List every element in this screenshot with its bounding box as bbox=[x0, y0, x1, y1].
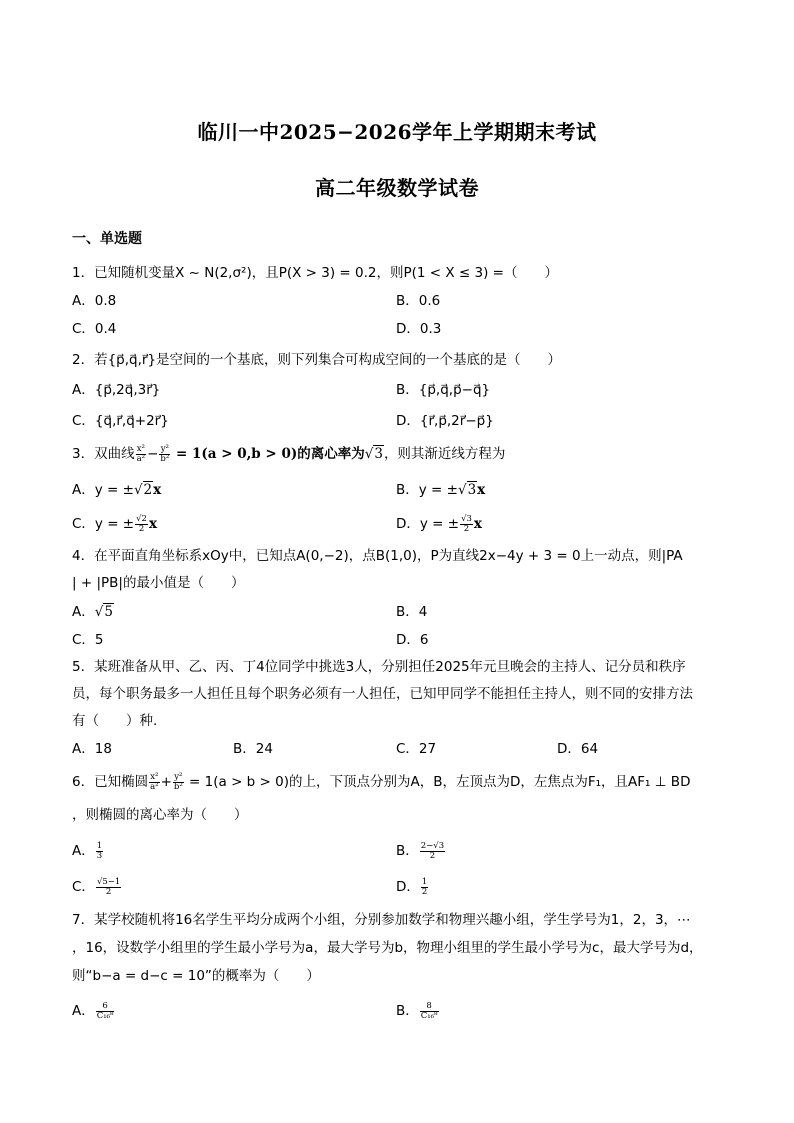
q6-b-num: 2−√3 bbox=[420, 840, 445, 851]
q3-frac-y-den: b² bbox=[160, 453, 170, 464]
question-3-stem bbox=[72, 444, 722, 464]
exam-title: 临川一中2025−2026学年上学期期末考试 bbox=[197, 120, 597, 144]
question-4-stem-line2: | + |PB|的最小值是（ ） bbox=[72, 575, 245, 591]
question-6-stem-line2: ，则椭圆的离心率为（ ） bbox=[72, 807, 248, 823]
q6-a-pre: A． bbox=[72, 843, 95, 859]
exam-subtitle: 高二年级数学试卷 bbox=[315, 176, 479, 200]
section-heading: 一、单选题 bbox=[72, 231, 142, 247]
question-7-stem-line1: 7．某学校随机将16名学生平均分成两个小组，分别参加数学和物理兴趣小组，学生学号为1，2，3，⋯ bbox=[72, 912, 691, 928]
q6-c-pre: C． bbox=[72, 879, 95, 895]
q5-option-d: D．64 bbox=[557, 741, 599, 757]
q3-c-num: √2 bbox=[136, 513, 147, 524]
q7-b-pre: B． bbox=[396, 1003, 419, 1019]
q7-option-a bbox=[72, 1001, 115, 1021]
q5-option-b: B．24 bbox=[233, 741, 273, 757]
q3-d-den: 2 bbox=[463, 523, 470, 534]
q3-d-frac bbox=[460, 515, 473, 534]
q6-d-den: 2 bbox=[421, 886, 428, 897]
q4-option-b: B．4 bbox=[396, 604, 428, 620]
q3-b-post: x bbox=[477, 482, 486, 498]
q4-a-sqrt: √5 bbox=[94, 604, 113, 620]
q3-d-pre: D．y = ± bbox=[396, 516, 460, 532]
q6-frac-y-num: y² bbox=[174, 771, 183, 782]
q2-option-c: C．{q⃗,r⃗,q⃗+2r⃗} bbox=[72, 413, 169, 429]
question-5-stem-line2: 员，每个职务最多一人担任且每个职务必须有一人担任，已知甲同学不能担任主持人，则不同的安排方法 bbox=[72, 686, 693, 702]
q3-c-frac bbox=[135, 515, 148, 534]
q6-b-den: 2 bbox=[429, 850, 436, 861]
q3-a-sqrt: √2 bbox=[133, 482, 153, 498]
q3-a-radicand: 2 bbox=[143, 482, 153, 498]
q6-plus: + bbox=[160, 774, 172, 790]
q7-a-pre: A． bbox=[72, 1003, 95, 1019]
q3-frac-x-den: a² bbox=[136, 453, 146, 464]
q6-option-c bbox=[72, 877, 122, 897]
q3-option-c bbox=[72, 514, 157, 534]
q6-frac-x bbox=[149, 773, 159, 792]
q6-option-a bbox=[72, 841, 104, 861]
q3-d-post: x bbox=[473, 516, 482, 532]
q3-pre: 3．双曲线 bbox=[72, 446, 135, 462]
q4-option-a bbox=[72, 602, 114, 622]
q3-frac-x bbox=[136, 445, 146, 464]
q7-b-num: 8 bbox=[420, 1002, 439, 1012]
q3-radicand: 3 bbox=[374, 446, 383, 462]
q4-option-c: C．5 bbox=[72, 632, 104, 648]
q3-d-num: √3 bbox=[461, 513, 472, 524]
q7-a-frac bbox=[96, 1002, 115, 1021]
q3-b-sqrt: √3 bbox=[457, 482, 477, 498]
q6-a-frac bbox=[96, 842, 103, 861]
q6-d-num: 1 bbox=[421, 876, 428, 887]
q6-b-frac bbox=[420, 842, 445, 861]
q5-option-a: A．18 bbox=[72, 741, 112, 757]
q3-sqrt: √3 bbox=[364, 446, 383, 462]
q6-c-num: √5−1 bbox=[96, 876, 121, 887]
question-6-stem-line1 bbox=[72, 772, 722, 792]
q6-pre: 6．已知椭圆 bbox=[72, 774, 149, 790]
q1-option-d: D．0.3 bbox=[396, 321, 442, 337]
q6-d-frac bbox=[421, 878, 428, 897]
q3-option-a bbox=[72, 480, 161, 500]
q3-option-d bbox=[396, 514, 482, 534]
q7-b-den: C₁₆⁸ bbox=[420, 1010, 438, 1021]
question-5-stem-line1: 5．某班准备从甲、乙、丙、丁4位同学中挑选3人，分别担任2025年元旦晚会的主持人、记分员和秩序 bbox=[72, 659, 686, 675]
q6-frac-y-den: b² bbox=[173, 781, 183, 792]
q6-c-den: 2 bbox=[105, 886, 112, 897]
question-2-stem: 2．若{p⃗,q⃗,r⃗}是空间的一个基底，则下列集合可构成空间的一个基底的是（ ） bbox=[72, 352, 562, 368]
question-5-stem-line3: 有（ ）种. bbox=[72, 713, 158, 729]
q6-post: = 1(a > b > 0)的上，下顶点分别为A，B，左顶点为D，左焦点为F₁，且AF₁ ⊥ BD bbox=[184, 774, 691, 790]
q3-minus: − bbox=[147, 446, 159, 462]
q5-option-c: C．27 bbox=[396, 741, 437, 757]
q3-frac-x-num: x² bbox=[136, 443, 145, 454]
question-4-stem-line1: 4．在平面直角坐标系xOy中，已知点A(0,−2)，点B(1,0)，P为直线2x−4y + 3 = 0上一动点，则|PA bbox=[72, 548, 683, 564]
q6-frac-y bbox=[173, 773, 184, 792]
question-7-stem-line3: 则“b−a = d−c = 10”的概率为（ ） bbox=[72, 968, 320, 984]
question-1-stem: 1．已知随机变量X ~ N(2,σ²)，且P(X > 3) = 0.2，则P(1 < X ≤ 3) =（ ） bbox=[72, 265, 558, 281]
q3-a-pre: A．y = ± bbox=[72, 482, 134, 498]
q4-a-pre: A． bbox=[72, 604, 95, 620]
q7-option-b bbox=[396, 1001, 440, 1021]
q3-c-post: x bbox=[148, 516, 158, 532]
q3-option-b bbox=[396, 480, 485, 500]
q6-frac-x-num: x² bbox=[150, 771, 159, 782]
q4-a-radicand: 5 bbox=[104, 604, 113, 620]
q3-frac-y bbox=[159, 445, 170, 464]
q7-a-den: C₁₆⁸ bbox=[96, 1010, 114, 1021]
q4-option-d: D．6 bbox=[396, 632, 429, 648]
q3-b-radicand: 3 bbox=[467, 482, 477, 498]
q2-option-d: D．{r⃗,p⃗,2r⃗−p⃗} bbox=[396, 413, 494, 429]
q3-post: = 1(a > 0,b > 0)的离心率为 bbox=[171, 446, 365, 462]
q7-b-frac bbox=[420, 1002, 439, 1021]
q7-a-num: 6 bbox=[96, 1002, 115, 1012]
q3-a-post: x bbox=[153, 482, 162, 498]
q3-b-pre: B．y = ± bbox=[396, 482, 458, 498]
q6-frac-x-den: a² bbox=[150, 781, 159, 792]
q1-option-a: A．0.8 bbox=[72, 293, 117, 309]
q6-b-pre: B． bbox=[396, 843, 419, 859]
question-7-stem-line2: ，16，设数学小组里的学生最小学号为a，最大学号为b，物理小组里的学生最小学号为c，最大学号为d， bbox=[72, 940, 703, 956]
q6-a-den: 3 bbox=[96, 850, 103, 861]
q3-c-den: 2 bbox=[138, 523, 145, 534]
q2-option-a: A．{p⃗,2q⃗,3r⃗} bbox=[72, 382, 161, 398]
q6-a-num: 1 bbox=[96, 840, 103, 851]
q1-option-c: C．0.4 bbox=[72, 321, 117, 337]
q3-frac-y-num: y² bbox=[160, 443, 169, 454]
q6-option-b bbox=[396, 841, 446, 861]
q3-c-pre: C．y = ± bbox=[72, 516, 135, 532]
q6-d-pre: D． bbox=[396, 879, 420, 895]
q3-tail: ，则其渐近线方程为 bbox=[383, 446, 506, 462]
q6-c-frac bbox=[96, 878, 121, 897]
q6-option-d bbox=[396, 877, 429, 897]
q1-option-b: B．0.6 bbox=[396, 293, 441, 309]
q2-option-b: B．{p⃗,q⃗,p⃗−q⃗} bbox=[396, 382, 491, 398]
